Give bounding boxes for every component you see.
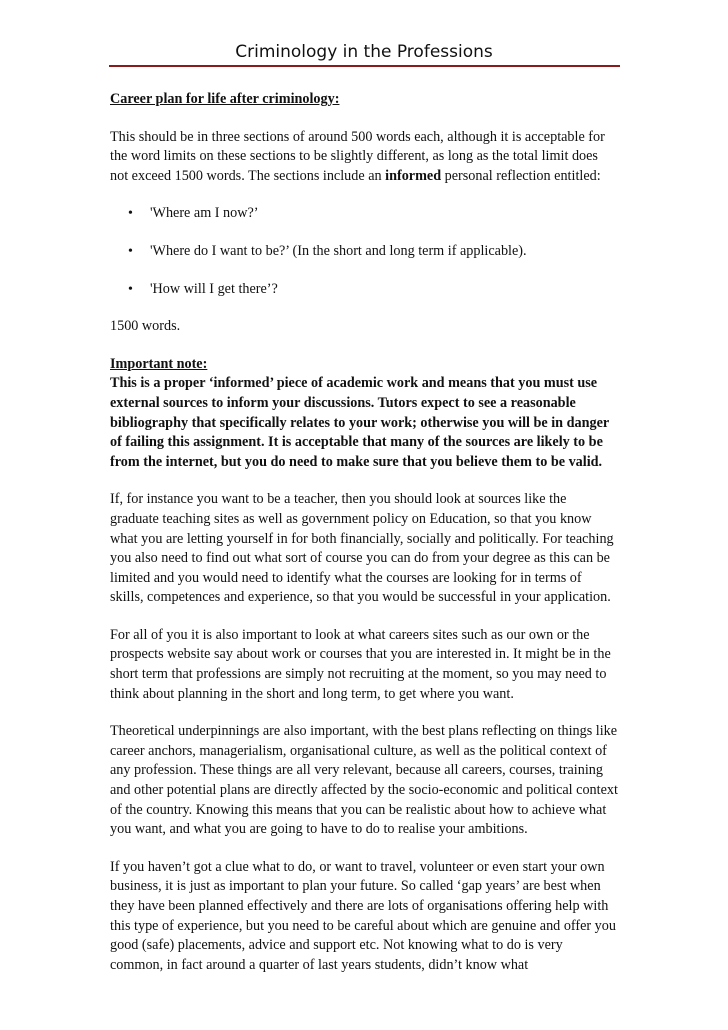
body-paragraph: If, for instance you want to be a teacher, then you should look at sources like the graduate teaching sites as well as government policy on Education, so that you know what you are letting yourself in for both financially, socially and politically. For teaching you also need to find out what sort of course you can do from your degree as this can be limited and you would need to identify what the courses are looking for in terms of skills, competences and experience, so that you would be successful in your application. [110,491,614,606]
page-header-title: Criminology in the Professions [235,42,493,62]
list-item-label: 'Where do I want to be?’ (In the short and long term if applicable). [150,242,527,259]
reflection-sections-list [110,204,618,299]
note-body: This is a proper ‘informed’ piece of academic work and means that you must use external sources to inform your discussions. Tutors expect to see a reasonable bibliography that specifically relates to your work; otherwise you will be in danger of failing this assignment. It is acceptable that many of the sources are likely to be from the internet, but you do need to make sure that you believe them to be valid. [110,375,609,470]
document-body [110,90,618,993]
word-count: 1500 words. [110,318,181,335]
body-paragraph: For all of you it is also important to look at what careers sites such as our own or the prospects website say about work or courses that you are interested in. It might be in the short term that professions are simply not recruiting at the moment, so you may need to think about planning in the short and long term, to get where you want. [110,626,611,702]
list-item [110,280,618,300]
intro-bold-word: informed [385,167,442,184]
important-note [110,355,618,473]
body-paragraph: If you haven’t got a clue what to do, or want to travel, volunteer or even start your own business, it is just as important to plan your future. So called ‘gap years’ are best when they have been planned effectively and there are lots of organisations offering help with this type of experience, but you need to be careful about which are genuine and offer you good (safe) placements, advice and support etc. Not knowing what to do is very common, in fact around a quarter of last years students, didn’t know what [110,858,616,973]
list-item-label: 'Where am I now?’ [150,205,259,222]
bullet-icon: • [128,243,133,259]
bullet-icon: • [128,206,133,222]
header-divider [109,65,620,67]
intro-text-start: This should be in three sections of around 500 words each, although it is acceptable for the word limits on these sections to be slightly different, as long as the total limit does not exceed 1500 words. The sections include an [110,128,605,184]
list-item-label: 'How will I get there’? [150,280,278,297]
list-item [110,242,618,262]
list-item [110,204,618,224]
note-title: Important note: [110,355,208,372]
intro-paragraph [110,128,618,187]
section-heading: Career plan for life after criminology: [110,91,340,107]
body-paragraph: Theoretical underpinnings are also important, with the best plans reflecting on things like career anchors, managerialism, organisational culture, as well as the political context of any profession. These things are all very relevant, because all careers, courses, training and other potential plans are directly affected by the socio-economic and political context of the country. Knowing this means that you can be realistic about how to achieve what you want, and what you are going to have to do to realise your ambitions. [110,723,618,838]
intro-text-end: personal reflection entitled: [441,167,601,184]
bullet-icon: • [128,281,133,297]
